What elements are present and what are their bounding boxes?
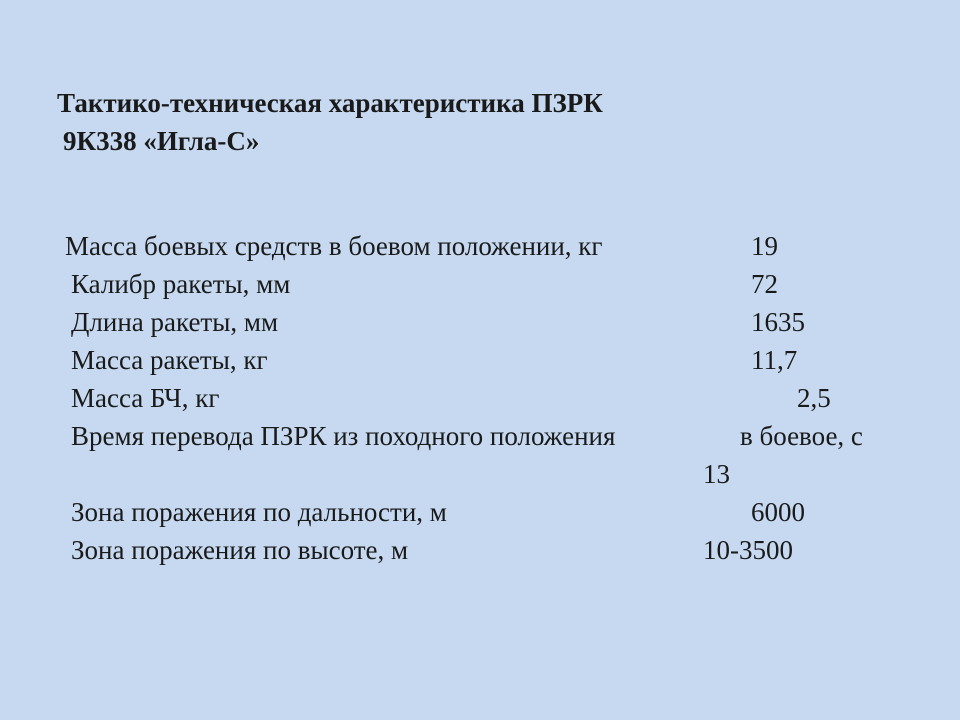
spec-value-altitude-zone: 10-3500 <box>703 535 793 565</box>
spec-value-range-zone: 6000 <box>751 497 805 527</box>
spec-label-warhead-mass: Масса БЧ, кг <box>71 383 220 413</box>
title-line-2: 9К338 «Игла-С» <box>63 126 260 156</box>
spec-value-combat-mass: 19 <box>751 231 778 261</box>
spec-label-caliber: Калибр ракеты, мм <box>71 269 291 299</box>
spec-label-transition-time-cont: в боевое, с <box>740 421 863 451</box>
spec-label-altitude-zone: Зона поражения по высоте, м <box>71 535 409 565</box>
spec-label-range-zone: Зона поражения по дальности, м <box>71 497 447 527</box>
title-line-1: Тактико-техническая характеристика ПЗРК <box>57 88 603 118</box>
spec-label-missile-mass: Масса ракеты, кг <box>71 345 268 375</box>
spec-label-combat-mass: Масса боевых средств в боевом положении, кг <box>65 231 603 261</box>
spec-value-transition-time: 13 <box>703 459 730 489</box>
spec-value-missile-mass: 11,7 <box>751 345 798 375</box>
spec-value-length: 1635 <box>751 307 805 337</box>
spec-label-transition-time: Время перевода ПЗРК из походного положения <box>71 421 616 451</box>
spec-label-length: Длина ракеты, мм <box>71 307 279 337</box>
spec-value-warhead-mass: 2,5 <box>797 383 831 413</box>
spec-value-caliber: 72 <box>751 269 778 299</box>
